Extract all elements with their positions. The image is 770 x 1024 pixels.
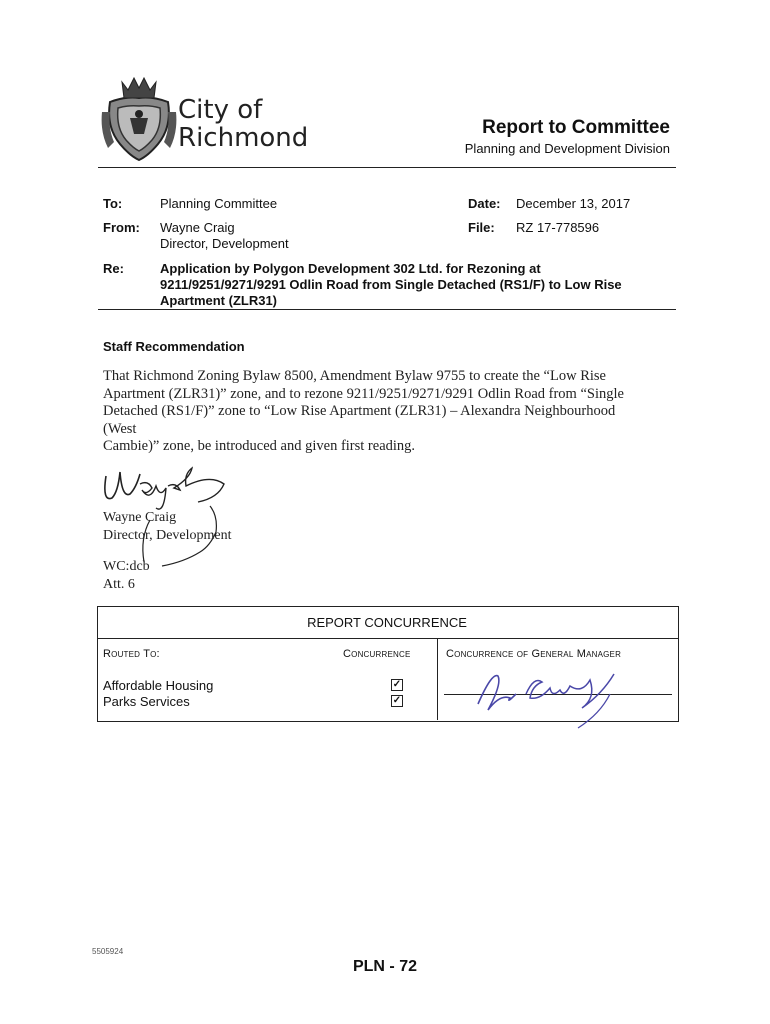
concurrence-checkbox-parks-services: ✓	[392, 695, 402, 706]
from-label: From:	[103, 220, 140, 235]
column-divider	[437, 638, 438, 720]
signatory-name: Wayne Craig	[103, 510, 177, 525]
re-subject	[160, 261, 622, 309]
recommendation-line-2: Apartment (ZLR31)” zone, and to rezone 9211/9251/9271/9291 Odlin Road from “Single	[103, 385, 624, 402]
from-title: Director, Development	[160, 236, 289, 251]
city-crest-logo	[100, 72, 178, 164]
city-name	[178, 96, 308, 152]
re-label: Re:	[103, 261, 124, 276]
routed-row-parks-services: Parks Services	[103, 694, 190, 709]
to-label: To:	[103, 196, 123, 211]
document-id: 5505924	[92, 947, 124, 956]
from-name: Wayne Craig	[160, 220, 235, 235]
file-value: RZ 17-778596	[516, 220, 600, 235]
report-division: Planning and Development Division	[464, 141, 670, 156]
recommendation-line-3: Detached (RS1/F)” zone to “Low Rise Apartment (ZLR31) – Alexandra Neighbourhood (West	[103, 403, 616, 437]
page-number: PLN - 72	[352, 958, 417, 975]
file-label: File:	[468, 220, 495, 235]
re-line-3: Apartment (ZLR31)	[160, 293, 278, 308]
recommendation-line-4: Cambie)” zone, be introduced and given first reading.	[103, 438, 416, 454]
attachment-count: Att. 6	[103, 577, 135, 592]
signatory-title: Director, Development	[103, 528, 232, 543]
routed-row-affordable-housing: Affordable Housing	[103, 678, 214, 693]
report-title: Report to Committee	[482, 117, 670, 138]
gm-handwritten-signature	[470, 664, 620, 732]
section-title: Staff Recommendation	[103, 339, 245, 354]
date-label: Date:	[468, 196, 501, 211]
date-value: December 13, 2017	[516, 196, 631, 211]
re-line-1: Application by Polygon Development 302 Ltd. for Rezoning at	[160, 261, 541, 276]
header-divider	[98, 167, 676, 168]
gm-concurrence-header: Concurrence of General Manager	[446, 648, 622, 660]
routed-to-header: Routed To:	[103, 648, 160, 660]
recommendation-line-1: That Richmond Zoning Bylaw 8500, Amendment Bylaw 9755 to create the “Low Rise	[103, 368, 606, 384]
table-title: REPORT CONCURRENCE	[307, 615, 467, 630]
city-name-line1: City of	[178, 95, 263, 125]
re-divider	[98, 309, 676, 310]
concurrence-checkbox-affordable-housing: ✓	[392, 679, 402, 690]
re-line-2: 9211/9251/9271/9291 Odlin Road from Single Detached (RS1/F) to Low Rise	[160, 277, 622, 292]
concurrence-header: Concurrence	[343, 648, 411, 660]
to-value: Planning Committee	[160, 196, 278, 211]
recommendation-text	[103, 368, 643, 456]
table-title-divider	[97, 638, 678, 639]
author-initials: WC:dcb	[103, 559, 150, 574]
city-name-line2: Richmond	[178, 123, 309, 153]
